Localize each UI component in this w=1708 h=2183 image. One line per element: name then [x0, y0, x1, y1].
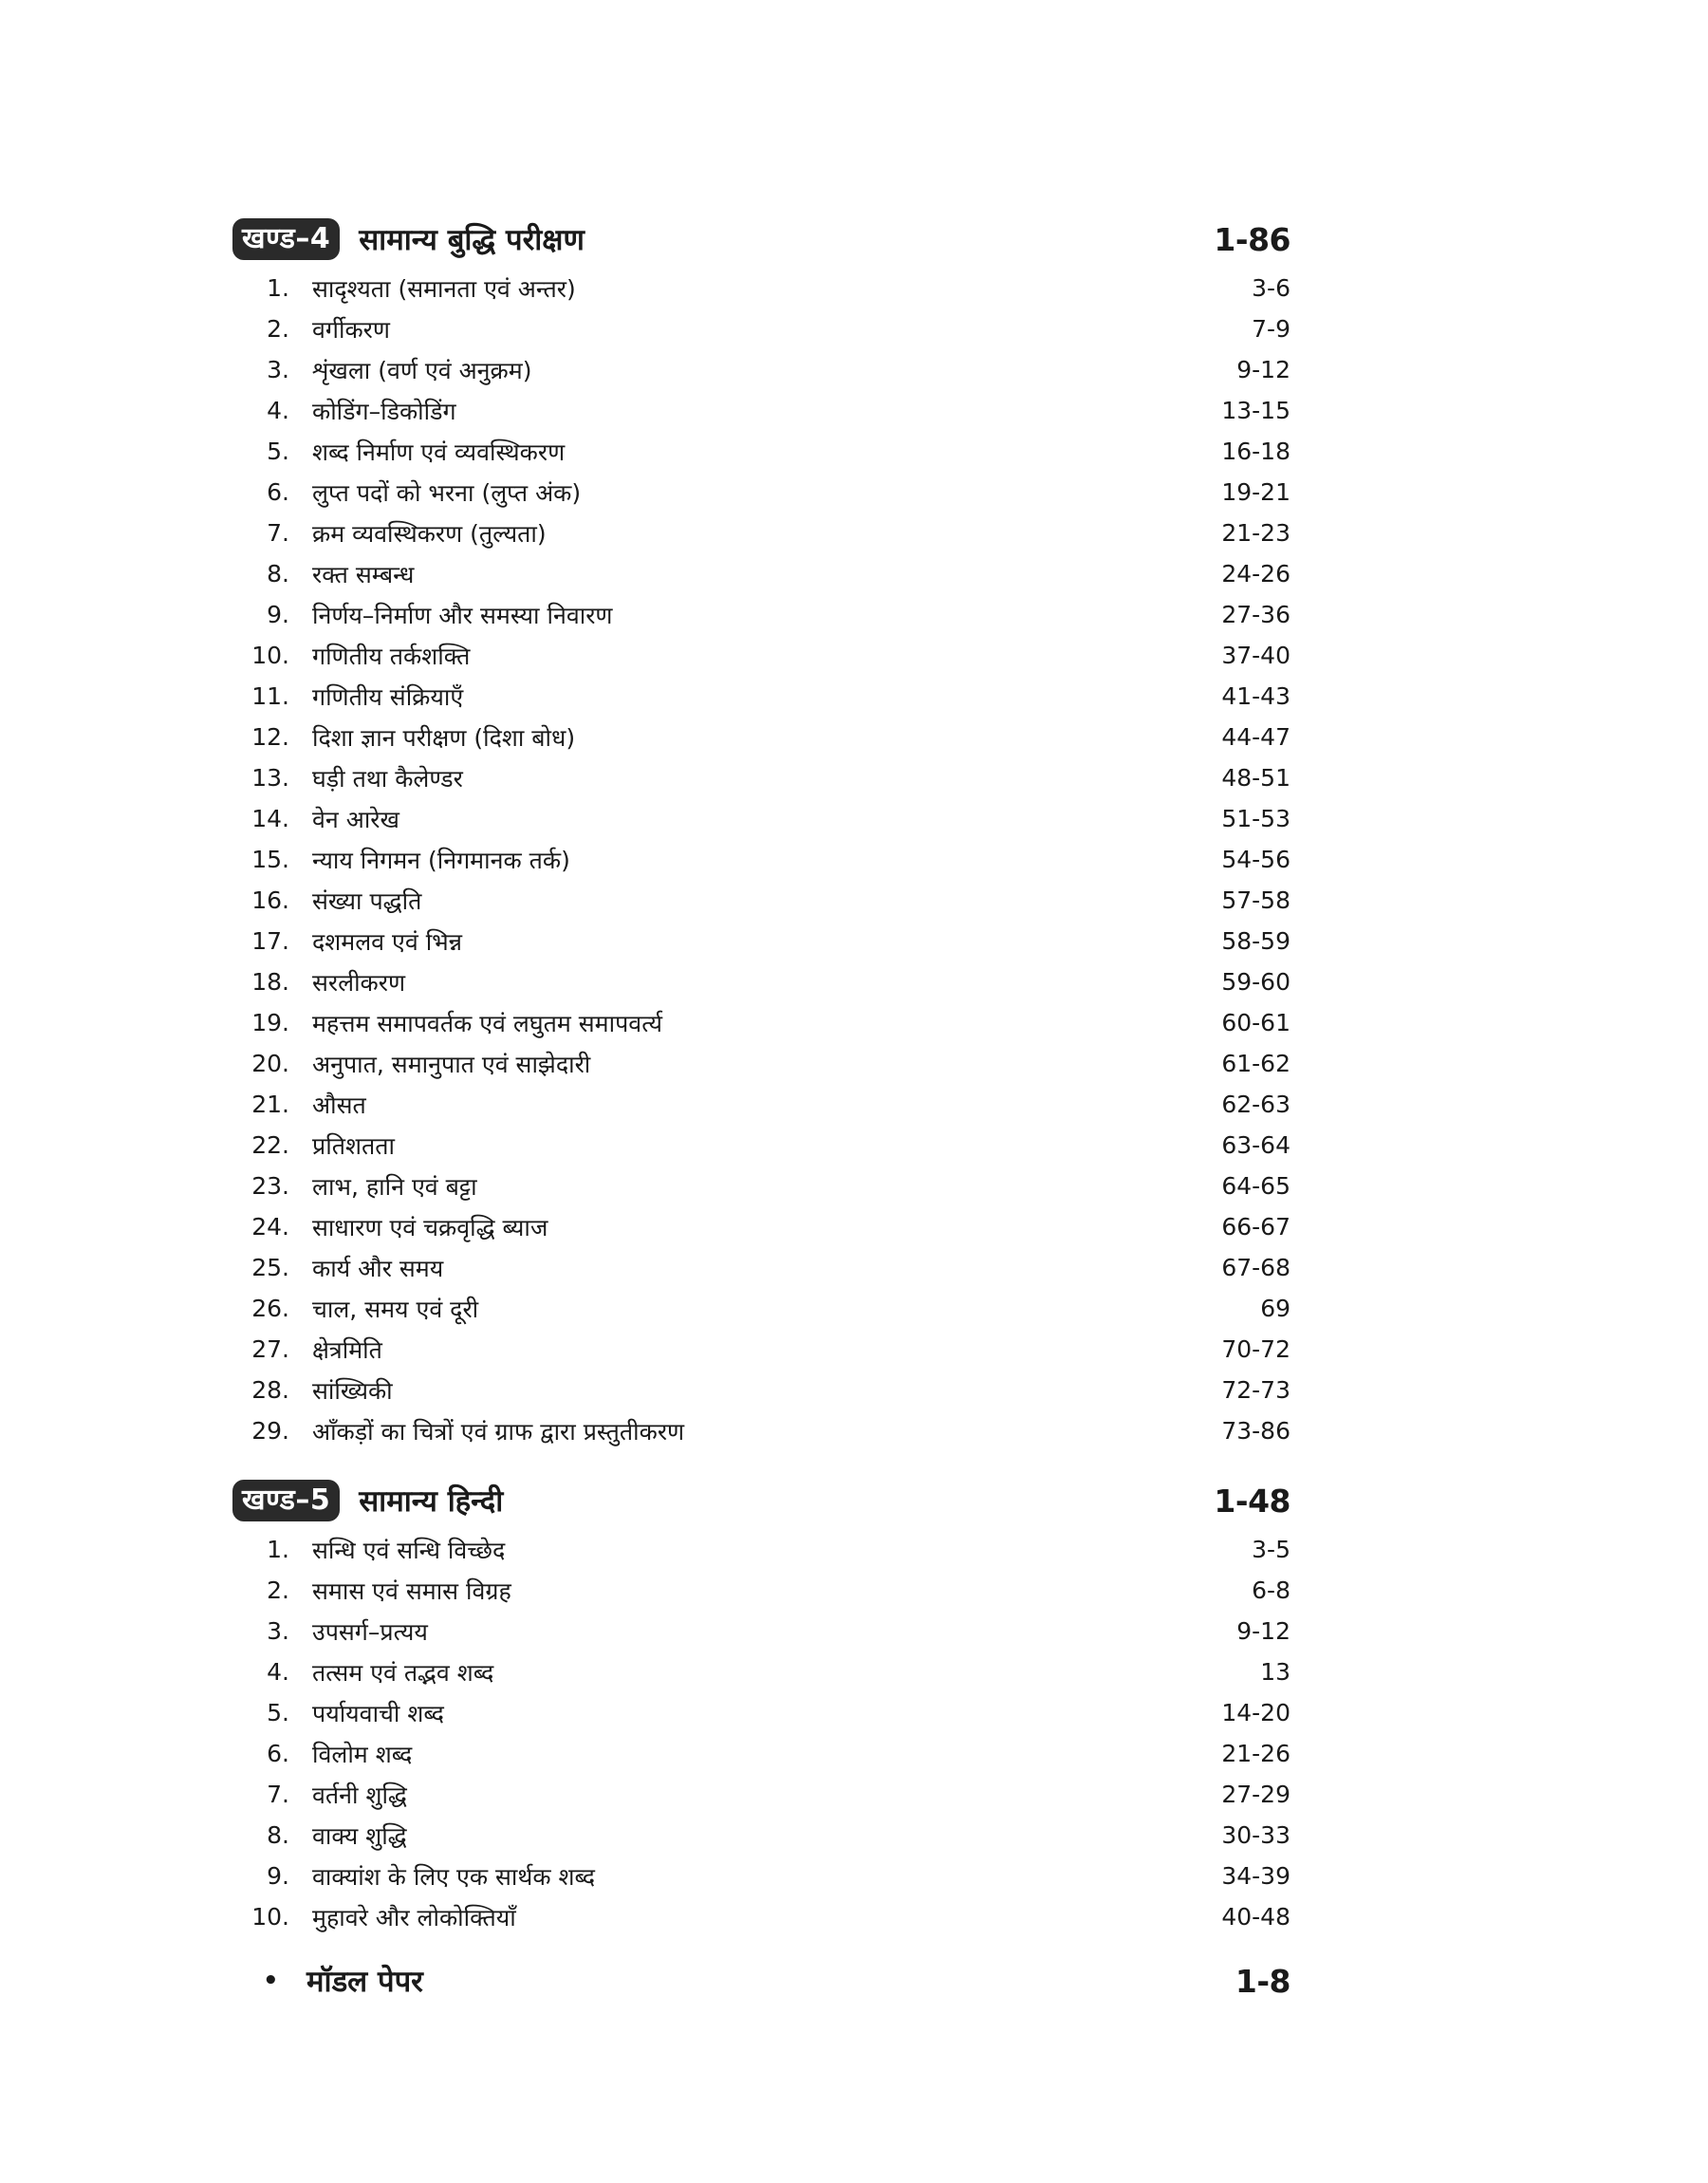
entry-title: वाक्यांश के लिए एक सार्थक शब्द: [312, 1862, 596, 1891]
entry-title: आँकड़ों का चित्रों एवं ग्राफ द्वारा प्रस्तुतीकरण: [312, 1417, 685, 1446]
entry-title: मुहावरे और लोकोक्तियाँ: [312, 1903, 516, 1931]
entry-pages: 9-12: [1236, 1617, 1290, 1645]
entry-title: न्याय निगमन (निगमानक तर्क): [312, 846, 570, 874]
entry-pages: 9-12: [1236, 356, 1290, 383]
entry-number: 15.: [251, 846, 289, 873]
entry-number: 3.: [267, 356, 289, 383]
entry-title: वर्तनी शुद्धि: [312, 1781, 407, 1809]
entry-number: 12.: [251, 723, 289, 751]
entry-pages: 27-29: [1221, 1781, 1290, 1808]
entry-number: 26.: [251, 1295, 289, 1322]
entry-number: 24.: [251, 1213, 289, 1241]
entry-number: 4.: [267, 397, 289, 424]
bullet-icon: •: [263, 1967, 279, 1995]
entry-number: 4.: [267, 1658, 289, 1686]
entry-title: विलोम शब्द: [312, 1740, 413, 1768]
toc-entry: [232, 1570, 1290, 1611]
entry-number: 10.: [251, 642, 289, 669]
entry-pages: 16-18: [1221, 438, 1290, 465]
entry-title: निर्णय–निर्माण और समस्या निवारण: [312, 601, 613, 629]
entry-number: 13.: [251, 764, 289, 792]
section-4-heading: [232, 218, 585, 260]
entry-title: तत्सम एवं तद्भव शब्द: [312, 1658, 494, 1687]
entry-number: 7.: [267, 519, 289, 547]
entry-pages: 34-39: [1221, 1862, 1290, 1890]
entry-pages: 69: [1260, 1295, 1290, 1322]
entry-pages: 72-73: [1221, 1376, 1290, 1404]
entry-title: उपसर्ग–प्रत्यय: [312, 1617, 428, 1646]
entry-pages: 73-86: [1221, 1417, 1290, 1445]
toc-entry: [232, 717, 1290, 757]
toc-entry: [232, 308, 1290, 349]
entry-title: पर्यायवाची शब्द: [312, 1699, 444, 1727]
entry-pages: 21-23: [1221, 519, 1290, 547]
entry-title: सांख्यिकी: [312, 1376, 393, 1405]
entry-title: सादृश्यता (समानता एवं अन्तर): [312, 274, 576, 303]
entry-title: समास एवं समास विग्रह: [312, 1577, 511, 1605]
entry-pages: 63-64: [1221, 1131, 1290, 1159]
toc-entry: [232, 676, 1290, 717]
model-paper-page-range: 1-8: [1235, 1962, 1290, 2000]
entry-title: गणितीय संक्रियाएँ: [312, 682, 464, 711]
toc-entry: [232, 1815, 1290, 1856]
entry-number: 2.: [267, 315, 289, 343]
entry-title: वर्गीकरण: [312, 315, 390, 344]
toc-entry: [232, 798, 1290, 839]
entry-number: 18.: [251, 968, 289, 996]
section-4-header: [232, 211, 1290, 268]
entry-pages: 13: [1260, 1658, 1290, 1686]
entry-pages: 37-40: [1221, 642, 1290, 669]
entry-pages: 44-47: [1221, 723, 1290, 751]
entry-number: 7.: [267, 1781, 289, 1808]
toc-entry: [232, 635, 1290, 676]
toc-entry: [232, 757, 1290, 798]
toc-entry: [232, 268, 1290, 308]
toc-entry: [232, 1896, 1290, 1937]
section-5-heading: [232, 1480, 503, 1521]
entry-pages: 30-33: [1221, 1821, 1290, 1849]
entry-number: 14.: [251, 805, 289, 832]
entry-pages: 51-53: [1221, 805, 1290, 832]
entry-title: सन्धि एवं सन्धि विच्छेद: [312, 1536, 506, 1564]
entry-pages: 6-8: [1252, 1577, 1290, 1604]
entry-title: लाभ, हानि एवं बट्टा: [312, 1172, 477, 1201]
entry-number: 1.: [267, 274, 289, 302]
section-5-title: सामान्य हिन्दी: [359, 1484, 504, 1519]
entry-number: 11.: [251, 682, 289, 710]
entry-number: 21.: [251, 1091, 289, 1118]
section-4-page-range: 1-86: [1214, 220, 1290, 258]
entry-pages: 21-26: [1221, 1740, 1290, 1767]
toc-entry: [232, 1166, 1290, 1206]
entry-number: 9.: [267, 601, 289, 628]
entry-title: कोडिंग–डिकोडिंग: [312, 397, 456, 425]
toc-entry: [232, 1774, 1290, 1815]
entry-title: अनुपात, समानुपात एवं साझेदारी: [312, 1050, 591, 1078]
entry-title: प्रतिशतता: [312, 1131, 395, 1160]
entry-pages: 64-65: [1221, 1172, 1290, 1200]
entry-pages: 61-62: [1221, 1050, 1290, 1077]
entry-pages: 14-20: [1221, 1699, 1290, 1726]
entry-number: 25.: [251, 1254, 289, 1281]
toc-entry: [232, 1856, 1290, 1896]
entry-pages: 41-43: [1221, 682, 1290, 710]
toc-entry: [232, 513, 1290, 553]
entry-pages: 67-68: [1221, 1254, 1290, 1281]
toc-entry: [232, 1410, 1290, 1451]
entry-title: कार्य और समय: [312, 1254, 444, 1282]
entry-title: रक्त सम्बन्ध: [312, 560, 415, 588]
entry-pages: 57-58: [1221, 886, 1290, 914]
entry-title: शब्द निर्माण एवं व्यवस्थिकरण: [312, 438, 566, 466]
entry-number: 23.: [251, 1172, 289, 1200]
entry-pages: 54-56: [1221, 846, 1290, 873]
toc-entry: [232, 1247, 1290, 1288]
toc-entry: [232, 1529, 1290, 1570]
entry-number: 9.: [267, 1862, 289, 1890]
entry-number: 27.: [251, 1335, 289, 1363]
entry-number: 5.: [267, 438, 289, 465]
section-5-list: [232, 1529, 1290, 1937]
toc-entry: [232, 1002, 1290, 1043]
entry-number: 8.: [267, 1821, 289, 1849]
entry-title: औसत: [312, 1091, 366, 1119]
entry-pages: 13-15: [1221, 397, 1290, 424]
entry-number: 22.: [251, 1131, 289, 1159]
entry-pages: 48-51: [1221, 764, 1290, 792]
model-paper-heading: [232, 1961, 423, 2001]
toc-entry: [232, 1206, 1290, 1247]
entry-title: महत्तम समापवर्तक एवं लघुतम समापवर्त्य: [312, 1009, 662, 1037]
toc-entry: [232, 1692, 1290, 1733]
toc-entry: [232, 1370, 1290, 1410]
entry-title: क्रम व्यवस्थिकरण (तुल्यता): [312, 519, 547, 548]
entry-number: 3.: [267, 1617, 289, 1645]
entry-pages: 40-48: [1221, 1903, 1290, 1931]
entry-pages: 3-5: [1252, 1536, 1290, 1563]
entry-number: 20.: [251, 1050, 289, 1077]
toc-entry: [232, 390, 1290, 431]
entry-pages: 58-59: [1221, 927, 1290, 955]
entry-number: 16.: [251, 886, 289, 914]
entry-title: सरलीकरण: [312, 968, 406, 997]
toc-entry: [232, 431, 1290, 472]
section-5-header: [232, 1472, 1290, 1529]
entry-title: लुप्त पदों को भरना (लुप्त अंक): [312, 478, 582, 507]
toc-entry: [232, 839, 1290, 880]
toc-entry: [232, 961, 1290, 1002]
model-paper-title: मॉडल पेपर: [306, 1965, 423, 1999]
entry-title: गणितीय तर्कशक्ति: [312, 642, 471, 670]
entry-number: 6.: [267, 1740, 289, 1767]
entry-pages: 7-9: [1252, 315, 1290, 343]
entry-number: 29.: [251, 1417, 289, 1445]
entry-number: 6.: [267, 478, 289, 506]
entry-number: 8.: [267, 560, 289, 588]
entry-title: घड़ी तथा कैलेण्डर: [312, 764, 463, 793]
entry-title: वेन आरेख: [312, 805, 399, 833]
entry-number: 17.: [251, 927, 289, 955]
entry-pages: 66-67: [1221, 1213, 1290, 1241]
toc-entry: [232, 553, 1290, 594]
entry-number: 2.: [267, 1577, 289, 1604]
toc-entry: [232, 1288, 1290, 1329]
toc-entry: [232, 1611, 1290, 1651]
toc-entry: [232, 1084, 1290, 1125]
entry-pages: 62-63: [1221, 1091, 1290, 1118]
entry-number: 5.: [267, 1699, 289, 1726]
entry-pages: 3-6: [1252, 274, 1290, 302]
model-paper-row: [232, 1954, 1290, 2007]
toc-entry: [232, 349, 1290, 390]
toc-entry: [232, 921, 1290, 961]
entry-title: चाल, समय एवं दूरी: [312, 1295, 479, 1323]
toc-entry: [232, 594, 1290, 635]
section-5-badge: खण्ड–5: [232, 1480, 340, 1521]
entry-number: 19.: [251, 1009, 289, 1036]
entry-pages: 59-60: [1221, 968, 1290, 996]
section-4-list: [232, 268, 1290, 1451]
entry-pages: 70-72: [1221, 1335, 1290, 1363]
entry-title: क्षेत्रमिति: [312, 1335, 382, 1364]
table-of-contents: [232, 211, 1290, 2007]
entry-title: दिशा ज्ञान परीक्षण (दिशा बोध): [312, 723, 576, 752]
entry-pages: 19-21: [1221, 478, 1290, 506]
toc-entry: [232, 1125, 1290, 1166]
entry-number: 1.: [267, 1536, 289, 1563]
entry-pages: 60-61: [1221, 1009, 1290, 1036]
entry-number: 28.: [251, 1376, 289, 1404]
section-4-title: सामान्य बुद्धि परीक्षण: [359, 223, 585, 257]
entry-title: साधारण एवं चक्रवृद्धि ब्याज: [312, 1213, 548, 1241]
toc-entry: [232, 1733, 1290, 1774]
toc-entry: [232, 880, 1290, 921]
toc-entry: [232, 472, 1290, 513]
entry-title: संख्या पद्धति: [312, 886, 422, 915]
entry-pages: 24-26: [1221, 560, 1290, 588]
entry-pages: 27-36: [1221, 601, 1290, 628]
section-5-page-range: 1-48: [1214, 1482, 1290, 1520]
toc-entry: [232, 1043, 1290, 1084]
entry-number: 10.: [251, 1903, 289, 1931]
section-4-badge: खण्ड–4: [232, 218, 340, 260]
toc-entry: [232, 1329, 1290, 1370]
toc-entry: [232, 1651, 1290, 1692]
entry-title: दशमलव एवं भिन्न: [312, 927, 462, 956]
entry-title: वाक्य शुद्धि: [312, 1821, 407, 1850]
entry-title: शृंखला (वर्ण एवं अनुक्रम): [312, 356, 532, 384]
